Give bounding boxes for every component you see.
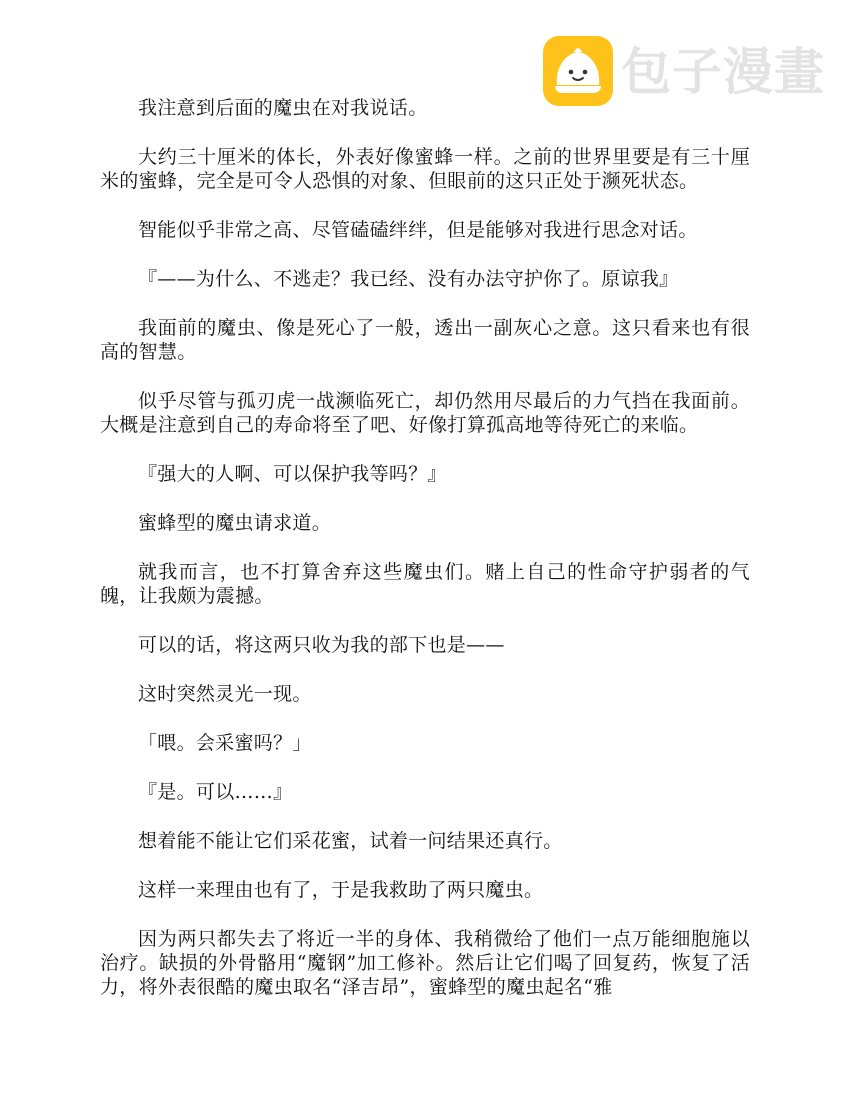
- paragraph: 我面前的魔虫、像是死心了一般，透出一副灰心之意。这只看来也有很高的智慧。: [100, 317, 750, 363]
- paragraph: 想着能不能让它们采花蜜，试着一问结果还真行。: [138, 830, 563, 852]
- paragraph: 就我而言，也不打算舍弃这些魔虫们。赌上自己的性命守护弱者的气魄，让我颇为震撼。: [100, 561, 750, 607]
- paragraph: 『是。可以……』: [138, 781, 293, 803]
- paragraph: 我注意到后面的魔虫在对我说话。: [138, 97, 428, 119]
- paragraph: 「喂。会采蜜吗？」: [138, 732, 312, 754]
- paragraph: 这时突然灵光一现。: [138, 683, 312, 705]
- paragraph: 因为两只都失去了将近一半的身体、我稍微给了他们一点万能细胞施以治疗。缺损的外骨骼用“魔钢”加工修补。然后让它们喝了回复药，恢复了活力，将外表很酷的魔虫取名“泽吉昂”，蜜蜂型的魔虫起名“雅: [100, 928, 750, 998]
- paragraph: 这样一来理由也有了，于是我救助了两只魔虫。: [138, 879, 544, 901]
- body-text: [100, 96, 750, 1024]
- paragraph: 可以的话，将这两只收为我的部下也是——: [138, 634, 505, 656]
- paragraph: 大约三十厘米的体长，外表好像蜜蜂一样。之前的世界里要是有三十厘米的蜜蜂，完全是可令人恐惧的对象、但眼前的这只正处于濒死状态。: [100, 146, 750, 192]
- watermark-text: 包子漫畫: [621, 43, 825, 101]
- paragraph: 蜜蜂型的魔虫请求道。: [138, 512, 332, 534]
- paragraph: 似乎尽管与孤刃虎一战濒临死亡，却仍然用尽最后的力气挡在我面前。大概是注意到自己的寿命将至了吧、好像打算孤高地等待死亡的来临。: [100, 390, 750, 436]
- paragraph: 智能似乎非常之高、尽管磕磕绊绊，但是能够对我进行思念对话。: [138, 219, 698, 241]
- paragraph: 『强大的人啊、可以保护我等吗？』: [138, 463, 447, 485]
- paragraph: 『——为什么、不逃走？我已经、没有办法守护你了。原谅我』: [138, 268, 679, 290]
